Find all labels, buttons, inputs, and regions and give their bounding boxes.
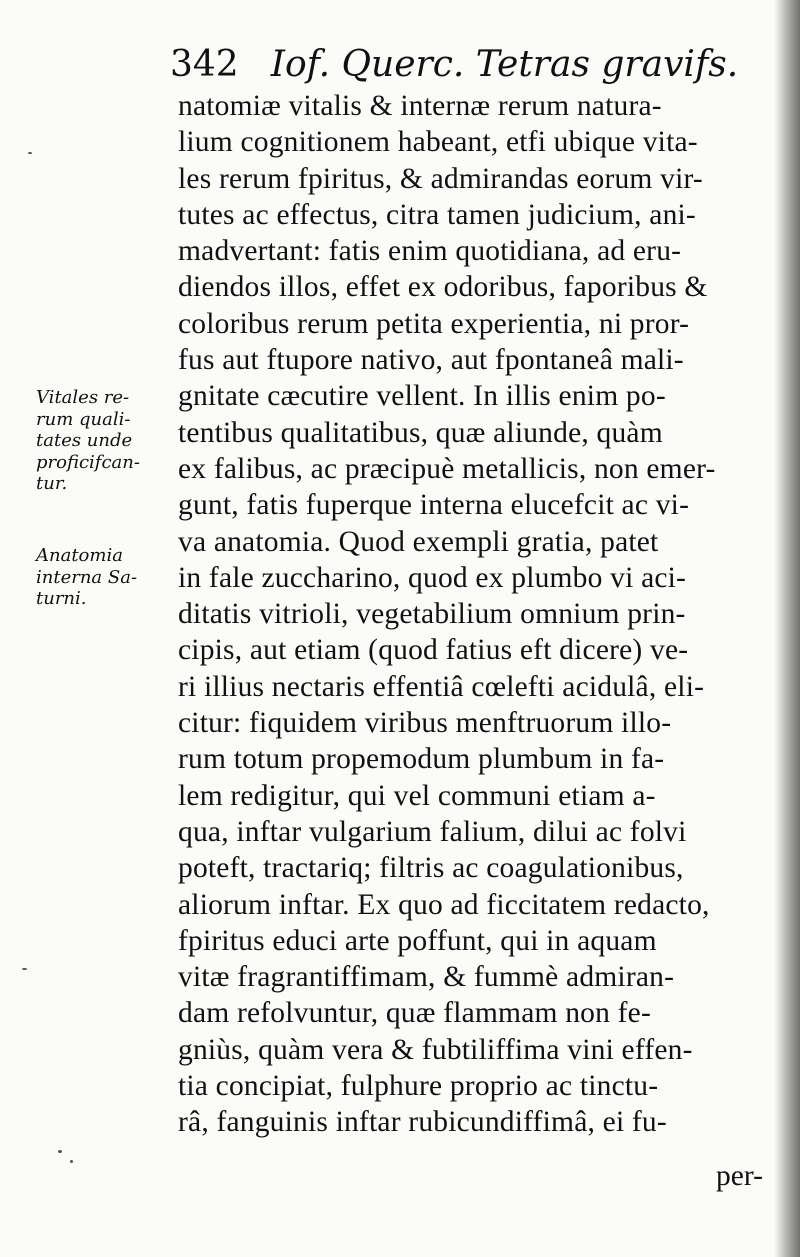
text-line: madvertant: fatis enim quotidiana, ad eru-	[178, 235, 682, 268]
running-head	[170, 40, 770, 90]
text-line: lem redigitur, qui vel communi etiam a-	[178, 779, 656, 812]
main-text-block	[178, 88, 768, 1141]
ink-speck	[70, 1160, 73, 1163]
marginal-note-line: proficifcan-	[36, 451, 140, 473]
text-line: aliorum inftar. Ex quo ad ficcitatem redacto,	[178, 888, 710, 921]
ink-speck	[22, 968, 27, 970]
marginal-note	[36, 545, 166, 610]
text-line: tia concipiat, fulphure proprio ac tinctu-	[178, 1070, 659, 1103]
page-edge-shadow	[774, 0, 800, 1257]
text-line: in fale zuccharino, quod ex plumbo vi aci-	[178, 561, 687, 594]
text-line: coloribus rerum petita experientia, ni pror-	[178, 307, 690, 340]
text-line: râ, fanguinis inftar rubicundiffimâ, ei fu-	[178, 1106, 667, 1139]
marginal-note	[36, 387, 166, 495]
running-title: Iof. Querc. Tetras gravifs.	[270, 44, 739, 85]
text-line: gnitate cæcutire vellent. In illis enim po-	[178, 380, 666, 413]
text-line: poteft, tractariq; filtris ac coagulationibus,	[178, 852, 684, 885]
text-line: natomiæ vitalis & internæ rerum natura-	[178, 90, 662, 122]
text-line: gniùs, quàm vera & fubtiliffima vini effen-	[178, 1033, 693, 1066]
catchword: per-	[716, 1160, 763, 1192]
text-line: citur: fiquidem viribus menftruorum illo-	[178, 707, 672, 740]
marginal-note-line: turni.	[36, 588, 87, 609]
text-line: les rerum fpiritus, & admirandas eorum vir-	[178, 162, 703, 195]
marginal-note-line: interna Sa-	[36, 566, 138, 588]
text-line: ri illius nectaris effentiâ cœlefti acidulâ, eli-	[178, 670, 705, 703]
text-line: fus aut ftupore nativo, aut fpontaneâ mali-	[178, 344, 684, 377]
text-line: ex falibus, ac præcipuè metallicis, non emer-	[178, 452, 716, 485]
text-line: lium cognitionem habeant, etfi ubique vita-	[178, 126, 698, 159]
marginal-note-line: rum quali-	[36, 408, 131, 430]
marginal-note-line: Vitales re-	[36, 387, 130, 408]
ink-speck	[28, 152, 32, 154]
text-line: ditatis vitrioli, vegetabilium omnium prin-	[178, 598, 686, 631]
page-number: 342	[170, 44, 239, 85]
text-line: fpiritus educi arte poffunt, qui in aquam	[178, 924, 657, 957]
ink-speck	[58, 1150, 62, 1153]
marginal-note-line: tur.	[36, 473, 68, 494]
text-line: vitæ fragrantiffimam, & fummè admiran-	[178, 961, 675, 994]
text-line: tentibus qualitatibus, quæ aliunde, quàm	[178, 416, 663, 449]
text-line: va anatomia. Quod exempli gratia, patet	[178, 525, 659, 558]
text-line: cipis, aut etiam (quod fatius eft dicere) ve-	[178, 634, 689, 667]
text-line: gunt, fatis fuperque interna elucefcit ac vi-	[178, 489, 690, 522]
text-line: qua, inftar vulgarium falium, dilui ac folvi	[178, 815, 687, 848]
text-line: rum totum propemodum plumbum in fa-	[178, 743, 665, 776]
text-line: tutes ac effectus, citra tamen judicium, ani-	[178, 198, 696, 231]
text-line: dam refolvuntur, quæ flammam non fe-	[178, 997, 651, 1030]
text-line: diendos illos, effet ex odoribus, faporibus &	[178, 271, 708, 304]
marginal-note-line: Anatomia	[36, 545, 123, 566]
marginal-note-line: tates unde	[36, 430, 133, 451]
